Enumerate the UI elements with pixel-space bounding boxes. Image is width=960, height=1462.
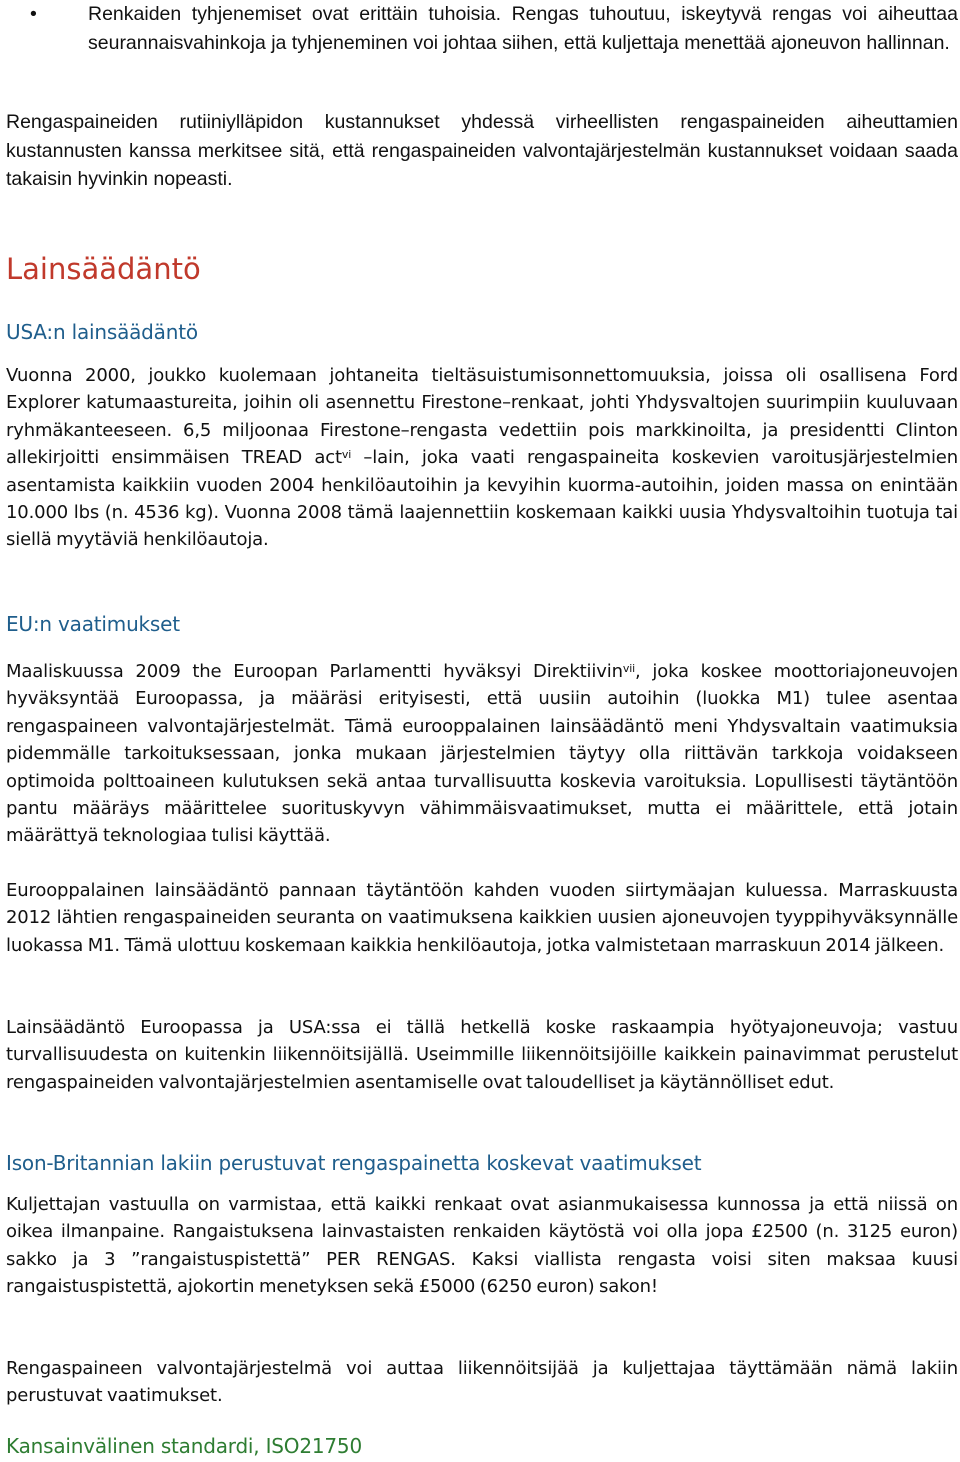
eu-paragraph-3: Lainsäädäntö Euroopassa ja USA:ssa ei tällä hetkellä koske raskaampia hyötyajoneuvoja; vastuu turvallisuudesta on kuitenkin liikennöitsijällä. Useimmille liikennöitsijöille kaikkein painavimmat perustelut rengaspaineiden valvontajärjestelmien asentamiselle ovat taloudelliset ja käytännölliset edut. (6, 1017, 958, 1093)
usa-paragraph (6, 362, 958, 554)
heading-iso-standard: Kansainvälinen standardi, ISO21750 (6, 1434, 362, 1458)
footnote-ref-vi: vi (341, 448, 352, 462)
eu-text-b: , joka koskee moottoriajoneuvojen hyväksyntää Euroopassa, ja määräsi erityisesti, että uusiin autoihin (luokka M1) tulee asentaa rengaspaineen valvontajärjestelmät. Tämä eurooppalainen lainsäädäntö meni Yhdysvaltain vaatimuksia pidemmälle tarkoituksessaan, jonka mukaan järjestelmien täytyy olla riittävän tarkkoja voidakseen optimoida polttoaineen kulutuksen sekä antaa turvallisuutta koskevia varoituksia. Lopullisesti täytäntöön pantu määräys määrittelee suorituskyvyn vähimmäisvaatimukset, mutta ei määrittele, että jotain määrättyä teknologiaa tulisi käyttää. (6, 661, 958, 847)
usa-text-a: Vuonna 2000, joukko kuolemaan johtaneita tieltäsuistumisonnettomuuksia, joissa oli osallisena Ford Explorer katumaastureita, joihin oli asennettu Firestone–renkaat, johti Yhdysvaltojen suurimpiin kuuluvaan ryhmäkanteeseen. 6,5 miljoonaa Firestone–rengasta vedettiin pois markkinoilta, ja presidentti Clinton allekirjoitti ensimmäisen TREAD act (6, 365, 958, 469)
heading-eu: EU:n vaatimukset (6, 612, 180, 636)
heading-legislation: Lainsäädäntö (6, 252, 201, 286)
eu-paragraph-2: Eurooppalainen lainsäädäntö pannaan täytäntöön kahden vuoden siirtymäajan kuluessa. Marraskuusta 2012 lähtien rengaspaineiden seuranta on vaatimuksena kaikkien uusien ajoneuvojen tyyppihyväksynnälle luokassa M1. Tämä ulottuu koskemaan kaikkia henkilöautoja, jotka valmistetaan marraskuun 2014 jälkeen. (6, 880, 958, 956)
uk-paragraph-1: Kuljettajan vastuulla on varmistaa, että kaikki renkaat ovat asianmukaisessa kunnossa ja että niissä on oikea ilmanpaine. Rangaistuksena lainvastaisten renkaiden käytöstä voi olla jopa £2500 (n. 3125 euron) sakko ja 3 ”rangaistuspistettä” PER RENGAS. Kaksi viallista rengasta voisi siten maksaa kuusi rangaistuspistettä, ajokortin menetyksen sekä £5000 (6250 euron) sakon! (6, 1194, 958, 1298)
usa-text-b: –lain, joka vaati rengaspaineita koskevien varoitusjärjestelmien asentamista kaikkiin vuoden 2004 henkilöautoihin ja kevyihin kuorma-autoihin, joiden massa on enintään 10.000 lbs (n. 4536 kg). Vuonna 2008 tämä laajennettiin koskemaan kaikki uusia Yhdysvaltoihin tuotuja tai siellä myytäviä henkilöautoja. (6, 447, 958, 551)
uk-paragraph-2: Rengaspaineen valvontajärjestelmä voi auttaa liikennöitsijää ja kuljettajaa täyttämään nämä lakiin perustuvat vaatimukset. (6, 1358, 958, 1407)
heading-usa: USA:n lainsäädäntö (6, 320, 198, 344)
intro-paragraph: Rengaspaineiden rutiiniylläpidon kustannukset yhdessä virheellisten rengaspaineiden aiheuttamien kustannusten kanssa merkitsee sitä, että rengaspaineiden valvontajärjestelmän kustannukset voidaan saada takaisin hyvinkin nopeasti. (6, 111, 958, 190)
footnote-ref-vii: vii (622, 662, 636, 675)
eu-paragraph-1 (6, 658, 958, 850)
bullet-text: Renkaiden tyhjenemiset ovat erittäin tuhoisia. Rengas tuhoutuu, iskeytyvä rengas voi aiheuttaa seurannaisvahinkoja ja tyhjeneminen voi johtaa siihen, että kuljettaja menettää ajoneuvon hallinnan. (88, 3, 958, 54)
heading-uk: Ison-Britannian lakiin perustuvat rengaspainetta koskevat vaatimukset (6, 1151, 702, 1175)
eu-text-a: Maaliskuussa 2009 the Euroopan Parlamentti hyväksyi Direktiivin (6, 661, 623, 682)
bullet-glyph: • (30, 3, 37, 25)
bullet-item (30, 0, 958, 57)
